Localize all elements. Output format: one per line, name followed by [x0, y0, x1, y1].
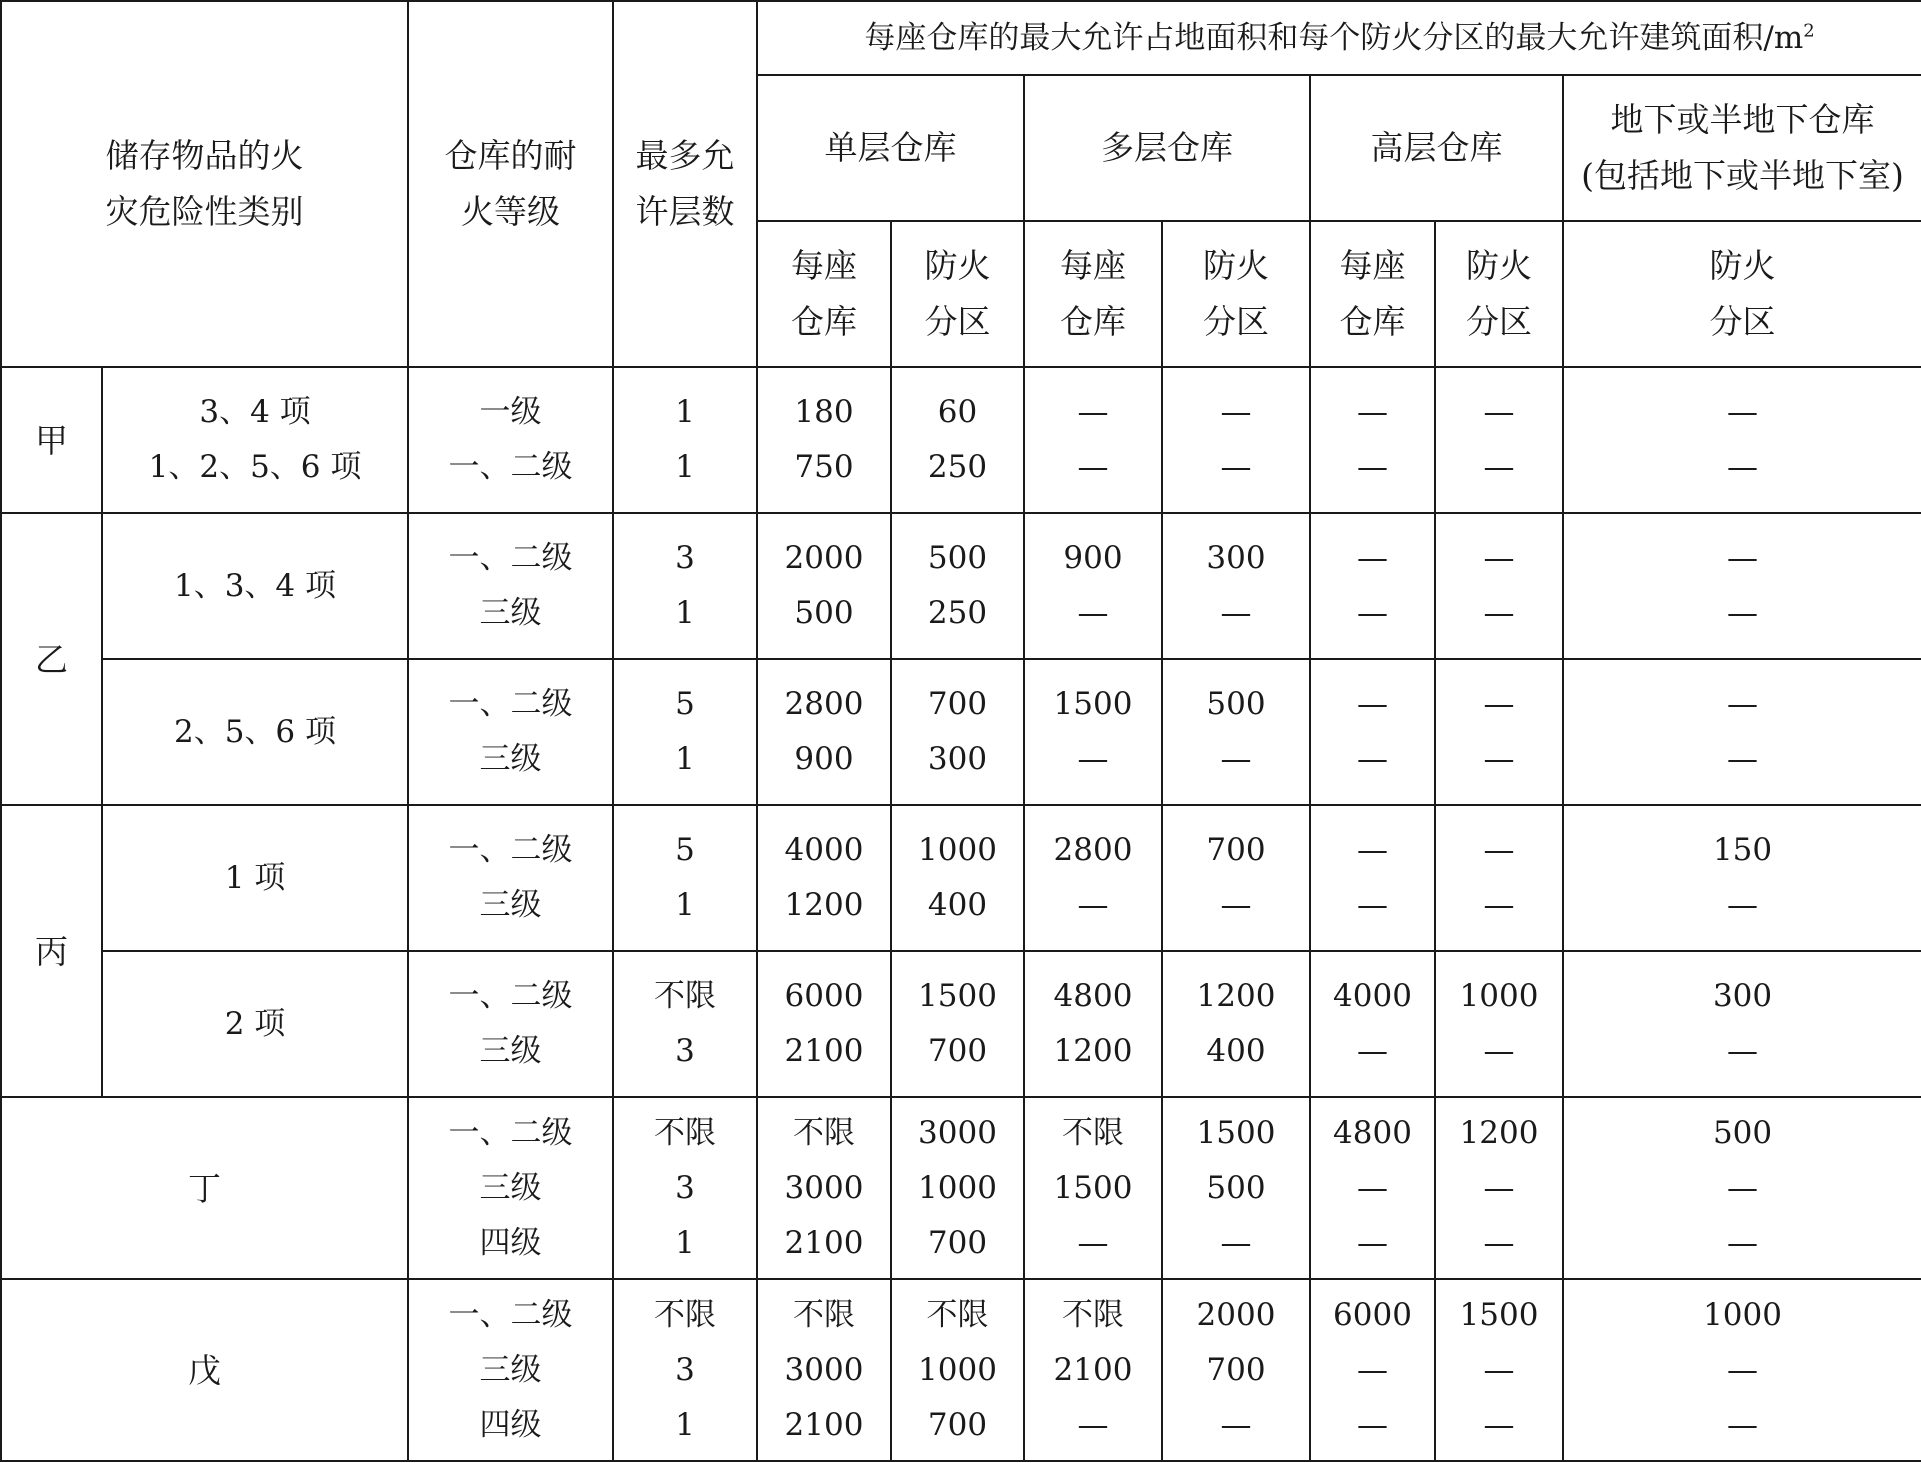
fire-rating-cell [408, 1279, 613, 1461]
fire-rating-cell [408, 659, 613, 805]
cell-line: 不限 [793, 1114, 855, 1151]
cell-line: 一、二级 [448, 1114, 573, 1151]
high-per-warehouse-cell [1310, 1279, 1435, 1461]
cell-line: 3 [675, 540, 695, 576]
underground-fire-zone-cell [1563, 513, 1921, 659]
cell-line: — [1357, 394, 1388, 430]
cell-line: — [1077, 595, 1109, 631]
cell-line: — [1357, 1406, 1388, 1443]
cell-line: 四级 [479, 1406, 542, 1443]
high-fire-zone-cell [1435, 659, 1563, 805]
fire-rating-cell [408, 367, 613, 513]
cell-line: 250 [927, 449, 988, 485]
single-per-warehouse-cell [757, 951, 891, 1097]
high-fire-zone-cell [1435, 1279, 1563, 1461]
cell-line: 5 [675, 832, 695, 868]
cell-line: — [1357, 741, 1388, 777]
cell-line: — [1727, 1351, 1759, 1388]
cell-line: — [1357, 540, 1388, 576]
cell-line: 500 [794, 595, 854, 631]
header-single-fire-zone: 防火 分区 [891, 221, 1024, 367]
cell-line: — [1357, 1033, 1388, 1069]
cell-line: — [1220, 449, 1252, 485]
single-fire-zone-cell [891, 367, 1024, 513]
cell-line: 3000 [918, 1114, 997, 1151]
multi-per-warehouse-cell [1024, 367, 1162, 513]
high-fire-zone-cell [1435, 805, 1563, 951]
cell-line: 500 [927, 540, 988, 576]
cell-line: — [1077, 1224, 1109, 1261]
single-per-warehouse-cell [757, 805, 891, 951]
single-per-warehouse-cell [757, 513, 891, 659]
category-label: 丁 [188, 1168, 221, 1208]
category-label: 乙 [35, 639, 68, 679]
cell-line: 2 项 [224, 1005, 286, 1042]
cell-line: — [1077, 449, 1109, 485]
high-fire-zone-cell [1435, 951, 1563, 1097]
cell-line: — [1483, 1033, 1515, 1069]
cell-line: 1500 [1459, 1296, 1539, 1333]
single-fire-zone-cell [891, 951, 1024, 1097]
header-max-floors: 最多允 许层数 [613, 1, 757, 367]
header-high-rise: 高层仓库 [1310, 75, 1563, 221]
cell-line: 1 项 [224, 859, 286, 896]
cell-line: 2100 [1053, 1351, 1133, 1388]
underground-fire-zone-cell [1563, 367, 1921, 513]
cell-line: 1000 [1459, 978, 1539, 1014]
multi-fire-zone-cell [1162, 805, 1310, 951]
cell-line: — [1483, 1169, 1515, 1206]
cell-line: 3、4 项 [199, 394, 311, 430]
cell-line: 1000 [918, 1169, 997, 1206]
cell-line: 不限 [793, 1296, 855, 1333]
cell-line: — [1483, 741, 1515, 777]
table-row [1, 805, 1921, 951]
cell-line: 1200 [1053, 1033, 1133, 1069]
cell-line: — [1727, 449, 1759, 485]
cell-line: 一、二级 [448, 449, 573, 485]
single-per-warehouse-cell [757, 1279, 891, 1461]
item-cell [102, 805, 408, 951]
cell-line: 6000 [784, 978, 864, 1014]
high-per-warehouse-cell [1310, 513, 1435, 659]
max-floors-cell [613, 951, 757, 1097]
cell-line: 1 [675, 741, 695, 777]
underground-fire-zone-cell [1563, 1279, 1921, 1461]
cell-line: 三级 [479, 1169, 542, 1206]
cell-line: 1500 [1053, 686, 1133, 722]
underground-fire-zone-cell [1563, 805, 1921, 951]
cell-line: — [1357, 1224, 1388, 1261]
cell-line: 1000 [1703, 1296, 1782, 1333]
cell-line: 3 [675, 1169, 695, 1206]
cell-line: 一、二级 [448, 978, 573, 1014]
cell-line: — [1727, 540, 1759, 576]
cell-line: — [1220, 741, 1252, 777]
multi-per-warehouse-cell [1024, 513, 1162, 659]
cell-line: — [1727, 741, 1759, 777]
category-cell [1, 1279, 408, 1461]
cell-line: — [1483, 595, 1515, 631]
table-row [1, 659, 1921, 805]
header-high-fire-zone: 防火 分区 [1435, 221, 1563, 367]
cell-line: — [1220, 595, 1252, 631]
cell-line: 4800 [1333, 1114, 1412, 1151]
cell-line: 不限 [654, 978, 716, 1014]
cell-line: — [1357, 832, 1388, 868]
cell-line: 1 [675, 1224, 695, 1261]
cell-line: — [1357, 1351, 1388, 1388]
cell-line: 150 [1712, 832, 1773, 868]
cell-line: 1500 [1053, 1169, 1133, 1206]
cell-line: 5 [675, 686, 695, 722]
max-floors-cell [613, 513, 757, 659]
item-cell [102, 659, 408, 805]
category-cell [1, 805, 102, 1097]
max-floors-cell [613, 659, 757, 805]
cell-line: — [1727, 595, 1759, 631]
cell-line: 1500 [918, 978, 997, 1014]
single-fire-zone-cell [891, 1279, 1024, 1461]
cell-line: 1 [675, 887, 695, 923]
single-fire-zone-cell [891, 805, 1024, 951]
max-floors-cell [613, 1279, 757, 1461]
cell-line: 1 [675, 449, 695, 485]
cell-line: 不限 [926, 1296, 989, 1333]
category-label: 戊 [188, 1350, 221, 1390]
area-unit-superscript: 2 [1803, 20, 1815, 42]
multi-fire-zone-cell [1162, 659, 1310, 805]
cell-line: 2100 [784, 1224, 864, 1261]
single-fire-zone-cell [891, 1097, 1024, 1279]
table-row [1, 1097, 1921, 1279]
cell-line: — [1357, 449, 1388, 485]
cell-line: 1 [675, 1406, 695, 1443]
cell-line: — [1727, 1033, 1759, 1069]
multi-per-warehouse-cell [1024, 659, 1162, 805]
cell-line: 60 [937, 394, 978, 430]
cell-line: 700 [927, 1406, 988, 1443]
multi-fire-zone-cell [1162, 1097, 1310, 1279]
cell-line: 1500 [1196, 1114, 1276, 1151]
cell-line: — [1077, 394, 1109, 430]
underground-fire-zone-cell [1563, 1097, 1921, 1279]
high-per-warehouse-cell [1310, 951, 1435, 1097]
multi-per-warehouse-cell [1024, 805, 1162, 951]
cell-line: 不限 [654, 1114, 716, 1151]
cell-line: 2800 [784, 686, 864, 722]
single-per-warehouse-cell [757, 659, 891, 805]
cell-line: 900 [1063, 540, 1123, 576]
item-cell [102, 367, 408, 513]
cell-line: — [1077, 887, 1109, 923]
table-row [1, 951, 1921, 1097]
cell-line: 2100 [784, 1406, 864, 1443]
cell-line: — [1483, 1406, 1515, 1443]
fire-rating-cell [408, 513, 613, 659]
cell-line: 700 [927, 1224, 988, 1261]
fire-rating-cell [408, 1097, 613, 1279]
cell-line: — [1483, 540, 1515, 576]
cell-line: — [1357, 595, 1388, 631]
table-row [1, 1279, 1921, 1461]
cell-line: — [1727, 394, 1759, 430]
header-fire-rating: 仓库的耐 火等级 [408, 1, 613, 367]
cell-line: — [1483, 832, 1515, 868]
cell-line: 不限 [1062, 1296, 1124, 1333]
cell-line: 三级 [479, 1033, 542, 1069]
multi-per-warehouse-cell [1024, 1279, 1162, 1461]
cell-line: 2000 [1196, 1296, 1276, 1333]
cell-line: 1200 [1459, 1114, 1539, 1151]
cell-line: 700 [927, 1033, 988, 1069]
cell-line: 300 [927, 741, 988, 777]
cell-line: 1 [675, 595, 695, 631]
max-floors-cell [613, 367, 757, 513]
multi-fire-zone-cell [1162, 513, 1310, 659]
cell-line: 3 [675, 1351, 695, 1388]
cell-line: 一、二级 [448, 832, 573, 868]
cell-line: — [1727, 1406, 1759, 1443]
cell-line: 1 [675, 394, 695, 430]
max-floors-cell [613, 805, 757, 951]
cell-line: 1000 [918, 1351, 997, 1388]
underground-fire-zone-cell [1563, 951, 1921, 1097]
cell-line: 3000 [784, 1351, 864, 1388]
category-cell [1, 367, 102, 513]
cell-line: 1200 [1196, 978, 1276, 1014]
cell-line: — [1220, 887, 1252, 923]
cell-line: 一、二级 [448, 686, 573, 722]
header-multi-layer: 多层仓库 [1024, 75, 1310, 221]
cell-line: — [1483, 686, 1515, 722]
header-category: 储存物品的火 灾危险性类别 [1, 1, 408, 367]
cell-line: 2000 [784, 540, 864, 576]
cell-line: 500 [1206, 1169, 1266, 1206]
cell-line: — [1357, 887, 1388, 923]
cell-line: 1200 [784, 887, 864, 923]
cell-line: 三级 [479, 887, 542, 923]
cell-line: 4800 [1053, 978, 1133, 1014]
table-body [1, 1, 1921, 1461]
cell-line: — [1727, 1169, 1759, 1206]
table-row [1, 513, 1921, 659]
cell-line: — [1220, 1224, 1252, 1261]
multi-fire-zone-cell [1162, 951, 1310, 1097]
cell-line: 一、二级 [448, 540, 573, 576]
cell-line: 4000 [1333, 978, 1412, 1014]
header-single-layer: 单层仓库 [757, 75, 1024, 221]
cell-line: 250 [927, 595, 988, 631]
single-per-warehouse-cell [757, 1097, 891, 1279]
single-fire-zone-cell [891, 513, 1024, 659]
cell-line: — [1483, 1224, 1515, 1261]
cell-line: 三级 [479, 1351, 542, 1388]
cell-line: — [1483, 1351, 1515, 1388]
cell-line: 750 [794, 449, 854, 485]
multi-fire-zone-cell [1162, 367, 1310, 513]
cell-line: — [1077, 741, 1109, 777]
fire-rating-cell [408, 805, 613, 951]
cell-line: 2、5、6 项 [173, 713, 337, 750]
multi-fire-zone-cell [1162, 1279, 1310, 1461]
cell-line: 三级 [479, 595, 542, 631]
cell-line: 2100 [784, 1033, 864, 1069]
high-per-warehouse-cell [1310, 659, 1435, 805]
multi-per-warehouse-cell [1024, 1097, 1162, 1279]
cell-line: — [1077, 1406, 1109, 1443]
table-row [1, 367, 1921, 513]
item-cell [102, 951, 408, 1097]
cell-line: — [1727, 1224, 1759, 1261]
cell-line: 500 [1206, 686, 1266, 722]
cell-line: 700 [1206, 832, 1266, 868]
cell-line: 1000 [918, 832, 997, 868]
cell-line: 1、2、5、6 项 [148, 449, 362, 485]
header-single-per-warehouse: 每座 仓库 [757, 221, 891, 367]
cell-line: — [1483, 449, 1515, 485]
fire-rating-cell [408, 951, 613, 1097]
header-multi-fire-zone: 防火 分区 [1162, 221, 1310, 367]
cell-line: 2800 [1053, 832, 1133, 868]
high-per-warehouse-cell [1310, 367, 1435, 513]
cell-line: — [1483, 887, 1515, 923]
cell-line: 300 [1712, 978, 1773, 1014]
category-label: 丙 [35, 931, 68, 971]
header-multi-per-warehouse: 每座 仓库 [1024, 221, 1162, 367]
cell-line: — [1727, 887, 1759, 923]
cell-line: 不限 [1062, 1114, 1124, 1151]
cell-line: 三级 [479, 741, 542, 777]
category-cell [1, 1097, 408, 1279]
cell-line: 四级 [479, 1224, 542, 1261]
high-per-warehouse-cell [1310, 1097, 1435, 1279]
cell-line: 1、3、4 项 [173, 567, 337, 604]
header-area-title: 每座仓库的最大允许占地面积和每个防火分区的最大允许建筑面积$/m^2$ [757, 1, 1921, 75]
cell-line: — [1357, 1169, 1388, 1206]
header-underground: 地下或半地下仓库 (包括地下或半地下室) [1563, 75, 1921, 221]
header-high-per-warehouse: 每座 仓库 [1310, 221, 1435, 367]
cell-line: 6000 [1333, 1296, 1412, 1333]
category-label: 甲 [35, 420, 68, 460]
cell-line: — [1220, 394, 1252, 430]
cell-line: 不限 [654, 1296, 716, 1333]
cell-line: 3000 [784, 1169, 864, 1206]
cell-line: 180 [794, 394, 854, 430]
max-floors-cell [613, 1097, 757, 1279]
cell-line: 400 [1206, 1033, 1266, 1069]
cell-line: 900 [794, 741, 854, 777]
item-cell [102, 513, 408, 659]
multi-per-warehouse-cell [1024, 951, 1162, 1097]
category-cell [1, 513, 102, 805]
cell-line: 700 [1206, 1351, 1266, 1388]
header-underground-fire-zone: 防火 分区 [1563, 221, 1921, 367]
cell-line: — [1727, 686, 1759, 722]
high-fire-zone-cell [1435, 513, 1563, 659]
cell-line: 300 [1206, 540, 1266, 576]
single-per-warehouse-cell [757, 367, 891, 513]
cell-line: 500 [1712, 1114, 1773, 1151]
high-fire-zone-cell [1435, 1097, 1563, 1279]
high-per-warehouse-cell [1310, 805, 1435, 951]
cell-line: — [1220, 1406, 1252, 1443]
cell-line: — [1483, 394, 1515, 430]
cell-line: 一、二级 [448, 1296, 573, 1333]
cell-line: 一级 [479, 394, 542, 430]
cell-line: 400 [927, 887, 988, 923]
single-fire-zone-cell [891, 659, 1024, 805]
underground-fire-zone-cell [1563, 659, 1921, 805]
cell-line: — [1357, 686, 1388, 722]
cell-line: 4000 [784, 832, 864, 868]
cell-line: 3 [675, 1033, 695, 1069]
high-fire-zone-cell [1435, 367, 1563, 513]
cell-line: 700 [927, 686, 988, 722]
